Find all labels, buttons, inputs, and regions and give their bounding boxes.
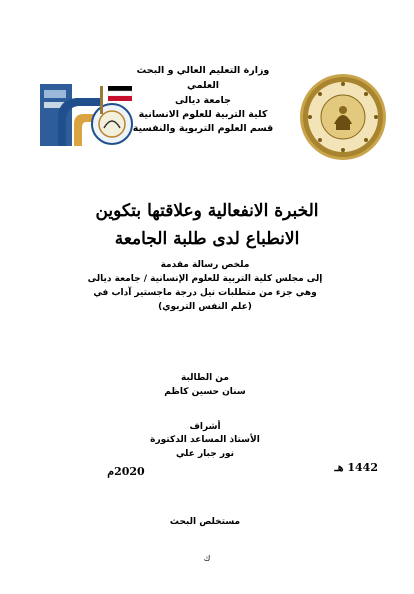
ministry-line-2: العلمي	[186, 80, 220, 91]
hijri-year: 1442 هـ	[334, 461, 378, 474]
subtitle-line-4: (علم النفس التربوي)	[158, 302, 252, 312]
supervisor-title: الأستاذ المساعد الدكتورة	[150, 435, 260, 445]
university-name: جامعة ديالى	[175, 95, 231, 106]
thesis-title-line-1: الخبرة الانفعالية وعلاقتها بتكوين	[95, 201, 319, 221]
subtitle-line-3: وهي جزء من متطلبات نيل درجة ماجستير آداب في	[93, 288, 317, 298]
abstract-label: مستخلص البحث	[169, 517, 241, 527]
supervisor-name: نور جبار علي	[175, 449, 235, 459]
college-name: كلية التربية للعلوم الانسانية	[138, 109, 268, 120]
subtitle-line-1: ملخص رسالة مقدمة	[160, 260, 250, 270]
thesis-title-line-2: الانطباع لدى طلبة الجامعة	[114, 229, 300, 249]
subtitle-line-2: إلى مجلس كلية التربية للعلوم الإنسانية / جامعة ديالى	[87, 274, 323, 284]
gregorian-year: 2020م	[107, 465, 145, 478]
university-seal-icon	[298, 72, 388, 162]
student-name: سنان حسين كاظم	[164, 387, 246, 397]
page-marker: ك	[203, 554, 211, 563]
ministry-line: وزارة التعليم العالي و البحث	[136, 65, 270, 76]
student-label: من الطالبة	[181, 373, 229, 383]
supervisor-label: أشراف	[189, 422, 221, 432]
department-name: قسم العلوم التربوية والنفسية	[132, 123, 274, 134]
